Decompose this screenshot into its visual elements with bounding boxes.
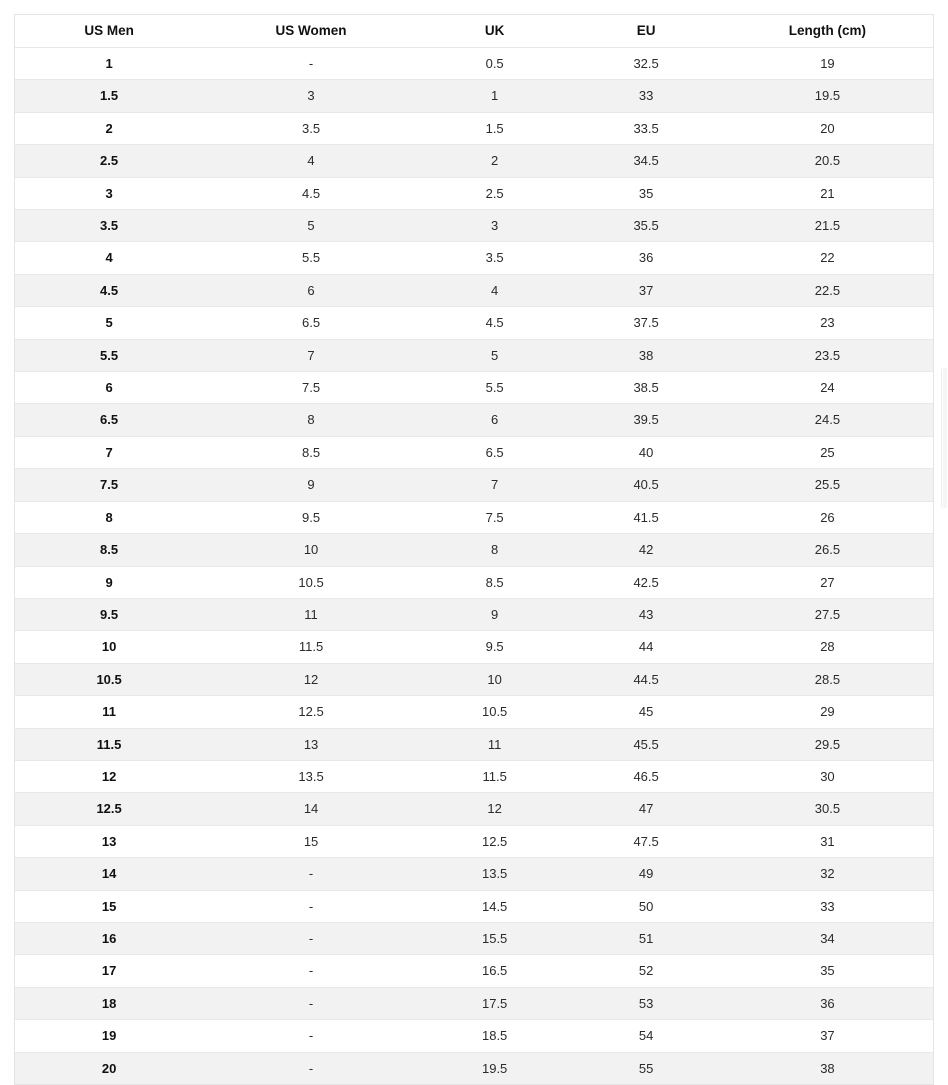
- table-cell: 51: [570, 922, 721, 954]
- table-cell: 11.5: [203, 631, 419, 663]
- size-chart-container: [14, 14, 934, 1085]
- table-row: [15, 955, 933, 987]
- table-cell: 46.5: [570, 760, 721, 792]
- table-cell: 10.5: [419, 696, 570, 728]
- table-row: [15, 307, 933, 339]
- table-cell: 42.5: [570, 566, 721, 598]
- table-cell: 15: [15, 890, 203, 922]
- table-header-row: [15, 15, 933, 48]
- table-cell: 53: [570, 987, 721, 1019]
- table-cell: 19: [15, 1020, 203, 1052]
- table-cell: 3.5: [15, 210, 203, 242]
- column-header-eu: EU: [570, 15, 721, 48]
- table-cell: 21: [722, 177, 933, 209]
- table-row: [15, 696, 933, 728]
- table-cell: 3: [419, 210, 570, 242]
- table-row: [15, 760, 933, 792]
- table-cell: 14: [15, 858, 203, 890]
- table-cell: 5: [203, 210, 419, 242]
- table-cell: 20: [101, 1060, 117, 1076]
- table-cell: 3: [15, 177, 203, 209]
- table-cell: 17: [15, 955, 203, 987]
- table-cell: 7.5: [203, 372, 419, 404]
- column-header-length-cm: Length (cm): [722, 15, 933, 48]
- table-cell: 16.5: [419, 955, 570, 987]
- table-cell: 16: [15, 922, 203, 954]
- table-cell: 24: [722, 372, 933, 404]
- table-cell: 12.5: [15, 793, 203, 825]
- table-cell: 20.5: [722, 145, 933, 177]
- table-row: [15, 728, 933, 760]
- table-cell: 21.5: [722, 210, 933, 242]
- table-cell: 42: [570, 534, 721, 566]
- table-cell: 47: [570, 793, 721, 825]
- table-cell: 10: [419, 663, 570, 695]
- table-cell: 54: [570, 1020, 721, 1052]
- table-cell: 8.5: [419, 566, 570, 598]
- table-row: [15, 663, 933, 695]
- table-cell: 19.5: [481, 1060, 508, 1076]
- table-cell: 2.5: [419, 177, 570, 209]
- table-row: [15, 112, 933, 144]
- table-cell: 23.5: [722, 339, 933, 371]
- table-cell: 47.5: [570, 825, 721, 857]
- table-row: [15, 436, 933, 468]
- table-cell: 33: [722, 890, 933, 922]
- table-cell: 19.5: [722, 80, 933, 112]
- table-cell: 11.5: [419, 760, 570, 792]
- table-cell: 17.5: [419, 987, 570, 1019]
- table-cell: 3: [203, 80, 419, 112]
- table-cell: 6: [419, 404, 570, 436]
- table-cell: 5.5: [203, 242, 419, 274]
- table-cell: 26: [722, 501, 933, 533]
- table-row: [15, 566, 933, 598]
- table-cell: 24.5: [722, 404, 933, 436]
- table-cell: 9: [203, 469, 419, 501]
- table-row: [15, 469, 933, 501]
- table-cell: 14: [203, 793, 419, 825]
- table-cell: 4: [15, 242, 203, 274]
- table-cell: 28: [722, 631, 933, 663]
- table-cell: 25.5: [722, 469, 933, 501]
- table-row: [15, 210, 933, 242]
- table-row: [15, 242, 933, 274]
- table-cell: 38.5: [570, 372, 721, 404]
- table-row: [15, 922, 933, 954]
- table-cell: 10.5: [15, 663, 203, 695]
- table-cell: 7: [15, 436, 203, 468]
- table-cell: 7: [203, 339, 419, 371]
- table-cell: 12.5: [419, 825, 570, 857]
- table-cell: 25: [722, 436, 933, 468]
- table-cell: 9.5: [15, 598, 203, 630]
- table-row: [15, 631, 933, 663]
- table-cell: 33: [570, 80, 721, 112]
- table-cell: 11.5: [15, 728, 203, 760]
- table-cell: 33.5: [570, 112, 721, 144]
- table-cell: 9.5: [419, 631, 570, 663]
- table-cell: 4.5: [15, 274, 203, 306]
- table-cell: 45: [570, 696, 721, 728]
- table-row: [15, 177, 933, 209]
- table-cell: 4.5: [419, 307, 570, 339]
- table-cell: 8.5: [203, 436, 419, 468]
- table-cell: 12: [419, 793, 570, 825]
- table-row: [15, 404, 933, 436]
- table-cell: 23: [722, 307, 933, 339]
- table-cell: 35: [722, 955, 933, 987]
- table-cell: 41.5: [570, 501, 721, 533]
- table-cell: 8: [203, 404, 419, 436]
- table-cell: 32: [722, 858, 933, 890]
- table-cell: 11: [419, 728, 570, 760]
- table-cell: -: [203, 858, 419, 890]
- table-cell: 6.5: [203, 307, 419, 339]
- column-header-us-men: US Men: [15, 15, 203, 48]
- table-cell: 29.5: [722, 728, 933, 760]
- table-row: [15, 534, 933, 566]
- table-cell: 37.5: [570, 307, 721, 339]
- table-cell: 22.5: [722, 274, 933, 306]
- table-cell: -: [203, 955, 419, 987]
- column-header-us-women: US Women: [203, 15, 419, 48]
- table-cell: 10.5: [203, 566, 419, 598]
- table-cell: 40: [570, 436, 721, 468]
- table-cell: 35: [570, 177, 721, 209]
- table-cell: 12.5: [203, 696, 419, 728]
- table-cell: 39.5: [570, 404, 721, 436]
- table-row: [15, 145, 933, 177]
- table-cell: 28.5: [722, 663, 933, 695]
- table-cell: 35.5: [570, 210, 721, 242]
- table-cell: 34: [722, 922, 933, 954]
- table-row: [15, 598, 933, 630]
- table-cell: 45.5: [570, 728, 721, 760]
- table-cell: 37: [722, 1020, 933, 1052]
- table-cell: -: [308, 1060, 314, 1076]
- table-cell: 5: [15, 307, 203, 339]
- table-cell: 27: [722, 566, 933, 598]
- table-cell: 1: [15, 48, 203, 80]
- table-cell: 31: [722, 825, 933, 857]
- table-row: [15, 890, 933, 922]
- table-cell: 3.5: [203, 112, 419, 144]
- size-chart-table: [15, 15, 933, 1084]
- table-cell: 12: [203, 663, 419, 695]
- table-cell: 1.5: [419, 112, 570, 144]
- table-cell: 1: [419, 80, 570, 112]
- table-cell: 10: [15, 631, 203, 663]
- table-cell: 5.5: [15, 339, 203, 371]
- table-cell: 9: [419, 598, 570, 630]
- table-cell: 7.5: [15, 469, 203, 501]
- table-cell: 11: [15, 696, 203, 728]
- table-cell: 1.5: [15, 80, 203, 112]
- table-cell: 38: [570, 339, 721, 371]
- scrollbar[interactable]: [941, 368, 948, 508]
- table-cell: 3.5: [419, 242, 570, 274]
- table-cell: 10: [203, 534, 419, 566]
- table-cell: 44: [570, 631, 721, 663]
- table-cell: 32.5: [570, 48, 721, 80]
- table-cell: 52: [570, 955, 721, 987]
- table-cell: 5: [419, 339, 570, 371]
- table-cell: 55: [638, 1060, 654, 1076]
- table-cell: 2: [419, 145, 570, 177]
- table-cell: 12: [15, 760, 203, 792]
- column-header-uk: UK: [419, 15, 570, 48]
- table-cell: 6.5: [15, 404, 203, 436]
- table-row: [15, 858, 933, 890]
- table-cell: 7.5: [419, 501, 570, 533]
- table-row: [15, 80, 933, 112]
- table-cell: 36: [570, 242, 721, 274]
- table-cell: 2.5: [15, 145, 203, 177]
- table-cell: 27.5: [722, 598, 933, 630]
- table-cell: 15.5: [419, 922, 570, 954]
- table-cell: 8: [419, 534, 570, 566]
- table-cell: 4.5: [203, 177, 419, 209]
- table-cell: -: [203, 922, 419, 954]
- table-cell: 6: [203, 274, 419, 306]
- table-cell: 18.5: [419, 1020, 570, 1052]
- table-cell: 7: [419, 469, 570, 501]
- table-cell: 20: [722, 112, 933, 144]
- table-cell: 13: [15, 825, 203, 857]
- table-cell: 13: [203, 728, 419, 760]
- table-body: [15, 48, 933, 1085]
- table-cell: 4: [203, 145, 419, 177]
- table-cell: 6.5: [419, 436, 570, 468]
- table-cell: 26.5: [722, 534, 933, 566]
- table-cell: 13.5: [419, 858, 570, 890]
- table-cell: 11: [203, 598, 419, 630]
- table-cell: 9.5: [203, 501, 419, 533]
- table-cell: 36: [722, 987, 933, 1019]
- table-cell: 8: [15, 501, 203, 533]
- table-cell: 49: [570, 858, 721, 890]
- table-cell: -: [203, 1020, 419, 1052]
- table-cell: 40.5: [570, 469, 721, 501]
- table-cell: 30: [722, 760, 933, 792]
- table-cell: 4: [419, 274, 570, 306]
- table-cell: 37: [570, 274, 721, 306]
- table-cell: -: [203, 48, 419, 80]
- table-cell: 8.5: [15, 534, 203, 566]
- table-cell: 44.5: [570, 663, 721, 695]
- table-cell: 6: [15, 372, 203, 404]
- table-row: [15, 372, 933, 404]
- table-row: [15, 987, 933, 1019]
- table-cell: 30.5: [722, 793, 933, 825]
- table-row: [15, 1052, 933, 1084]
- table-cell: 5.5: [419, 372, 570, 404]
- table-cell: 29: [722, 696, 933, 728]
- table-row: [15, 501, 933, 533]
- table-cell: 19: [722, 48, 933, 80]
- table-row: [15, 1020, 933, 1052]
- table-cell: 22: [722, 242, 933, 274]
- table-cell: -: [203, 890, 419, 922]
- table-row: [15, 339, 933, 371]
- table-row: [15, 793, 933, 825]
- table-cell: 13.5: [203, 760, 419, 792]
- table-row: [15, 274, 933, 306]
- table-row: [15, 48, 933, 80]
- table-cell: 34.5: [570, 145, 721, 177]
- table-row: [15, 825, 933, 857]
- table-cell: 9: [15, 566, 203, 598]
- table-cell: 38: [820, 1060, 835, 1076]
- table-cell: -: [203, 987, 419, 1019]
- table-cell: 14.5: [419, 890, 570, 922]
- scrollbar-thumb[interactable]: [943, 368, 947, 508]
- table-cell: 50: [570, 890, 721, 922]
- table-cell: 2: [15, 112, 203, 144]
- table-cell: 15: [203, 825, 419, 857]
- table-header: [15, 15, 933, 48]
- table-cell: 43: [570, 598, 721, 630]
- table-cell: 18: [15, 987, 203, 1019]
- table-cell: 0.5: [419, 48, 570, 80]
